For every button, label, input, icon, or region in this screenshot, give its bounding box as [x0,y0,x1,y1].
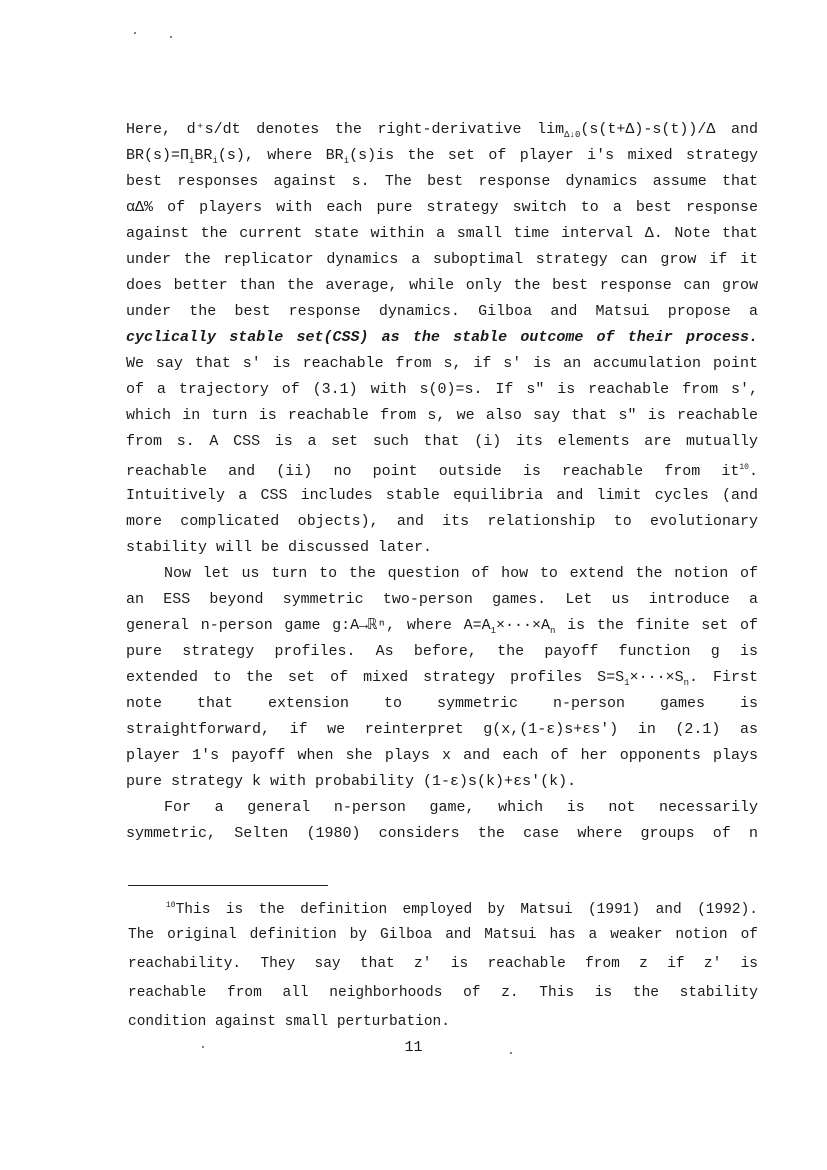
scan-speck [134,32,136,34]
footnote-line-3: reachability. They say that z' is reachable from z if z' is [128,956,758,972]
footnote-line-2: The original definition by Gilboa and Matsui has a weaker notion of [128,927,758,943]
body-line-26: pure strategy k with probability (1-ε)s(k)+εs'(k). [126,773,577,790]
body-line-20: general n-person game g:A→ℝⁿ, where $A=A_1\times\cdot\cdot\cdot\times A_n$ is the finite set of [126,617,759,636]
body-line-12: which in turn is reachable from s, we also say that s" is reachable [126,407,758,424]
body-line-19: an ESS beyond symmetric two-person games. Let us introduce a [126,591,758,608]
body-line-18: Now let us turn to the question of how to extend the notion of [164,565,758,582]
body-line-10: We say that s' is reachable from s, if s' is an accumulation point [126,355,758,372]
body-line-4: αΔ% of players with each pure strategy switch to a best response [126,199,758,216]
page-number: 11 [404,1039,423,1056]
body-line-25: player 1's payoff when she plays x and each of her opponents plays [126,747,758,764]
footnote-line-4: reachable from all neighborhoods of z. This is the stability [128,985,758,1001]
footnote-rule [128,885,328,886]
body-line-13: from s. A CSS is a set such that (i) its elements are mutually [126,433,758,450]
footnote-marker: 10 [166,901,176,910]
body-line-9: cyclically stable set(CSS) as the stable outcome of their process. [126,329,758,346]
body-line-24: straightforward, if we reinterpret g(x,(1-ε)s+εs') in (2.1) as [126,721,758,738]
body-line-17: stability will be discussed later. [126,539,433,556]
body-line-2: $BR(s)=\Pi_iBR_i(s)$, where $BR_i(s)is$ the set of player i's mixed strategy [126,147,758,166]
body-line-7: does better than the average, while only the best response can grow [126,277,758,294]
body-line-22: extended to the set of mixed strategy profiles $S=S_1\times\cdot\cdot\cdot\times S_n$. First [126,669,759,688]
body-line-3: best responses against s. The best response dynamics assume that [126,173,758,190]
body-line-15: Intuitively a CSS includes stable equilibria and limit cycles (and [126,487,758,504]
body-line-16: more complicated objects), and its relationship to evolutionary [126,513,758,530]
body-line-21: pure strategy profiles. As before, the payoff function g is [126,643,758,660]
body-line-5: against the current state within a small time interval Δ. Note that [126,225,758,242]
scan-speck [510,1052,512,1054]
body-line-8: under the best response dynamics. Gilboa and Matsui propose a [126,303,758,320]
body-line-27: For a general n-person game, which is not necessarily [164,799,758,816]
scan-speck [170,36,172,38]
body-line-28: symmetric, Selten (1980) considers the case where groups of n [126,825,758,842]
body-line-14: reachable and (ii) no point outside is reachable from $it^{10}$. [126,463,758,480]
footnote-line-1: $^{10}$This is the definition employed by Matsui (1991) and (1992). [166,901,758,918]
scan-speck [202,1046,204,1048]
footnote-line-5: condition against small perturbation. [128,1014,450,1030]
body-line-6: under the replicator dynamics a suboptimal strategy can grow if it [126,251,758,268]
body-line-11: of a trajectory of (3.1) with s(0)=s. If s" is reachable from s', [126,381,758,398]
footnote-ref: 10 [739,463,749,472]
body-line-1: Here, d⁺s/dt denotes the right-derivative $\lim_{\Delta↓0}(s(t+\Delta)-s(t))/\Delta$ and [126,121,758,140]
body-line-23: note that extension to symmetric n-person games is [126,695,758,712]
